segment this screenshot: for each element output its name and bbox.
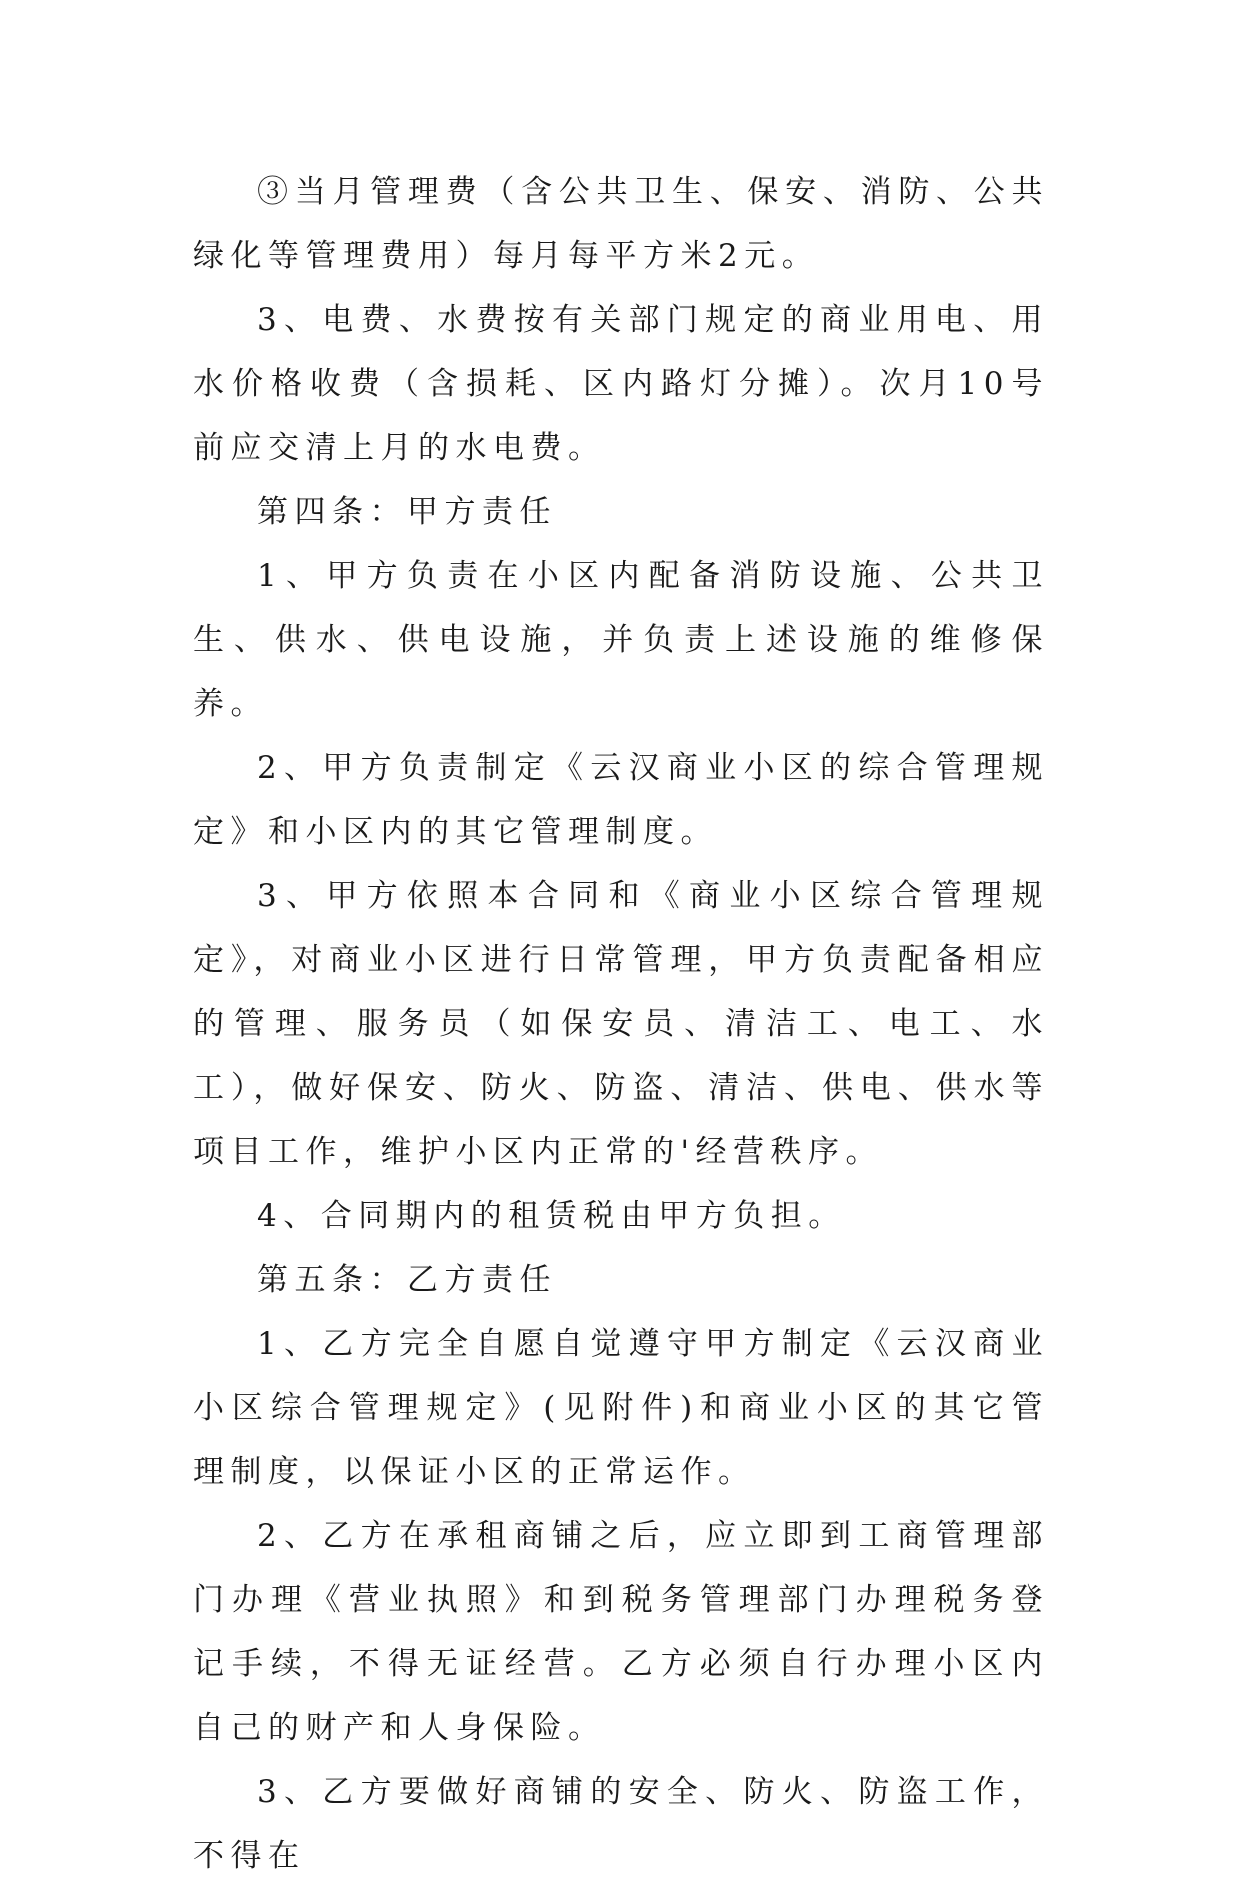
paragraph-party-b-1: 1、乙方完全自愿自觉遵守甲方制定《云汉商业小区综合管理规定》(见附件)和商业小区的其它管理制度，以保证小区的正常运作。 <box>193 1326 1049 1490</box>
paragraph-party-a-1: 1、甲方负责在小区内配备消防设施、公共卫生、供水、供电设施，并负责上述设施的维修保养。 <box>193 558 1049 722</box>
paragraph-party-b-2: 2、乙方在承租商铺之后，应立即到工商管理部门办理《营业执照》和到税务管理部门办理税务登记手续，不得无证经营。乙方必须自行办理小区内自己的财产和人身保险。 <box>193 1518 1049 1746</box>
paragraph-party-a-3: 3、甲方依照本合同和《商业小区综合管理规定》，对商业小区进行日常管理，甲方负责配备相应的管理、服务员（如保安员、清洁工、电工、水工），做好保安、防火、防盗、清洁、供电、供水等项目工作，维护小区内正常的'经营秩序。 <box>193 878 1049 1170</box>
paragraph-management-fee: ③当月管理费（含公共卫生、保安、消防、公共绿化等管理费用）每月每平方米2元。 <box>193 174 1049 274</box>
heading-article-4: 第四条：甲方责任 <box>257 494 557 530</box>
paragraph-party-a-4: 4、合同期内的租赁税由甲方负担。 <box>257 1198 846 1234</box>
paragraph-party-b-3: 3、乙方要做好商铺的安全、防火、防盗工作，不得在 <box>193 1774 1049 1874</box>
heading-article-5: 第五条：乙方责任 <box>257 1262 557 1298</box>
document-body <box>193 160 1049 1888</box>
paragraph-utility-fees: 3、电费、水费按有关部门规定的商业用电、用水价格收费（含损耗、区内路灯分摊）。次月10号前应交清上月的水电费。 <box>193 302 1049 466</box>
paragraph-party-a-2: 2、甲方负责制定《云汉商业小区的综合管理规定》和小区内的其它管理制度。 <box>193 750 1049 850</box>
